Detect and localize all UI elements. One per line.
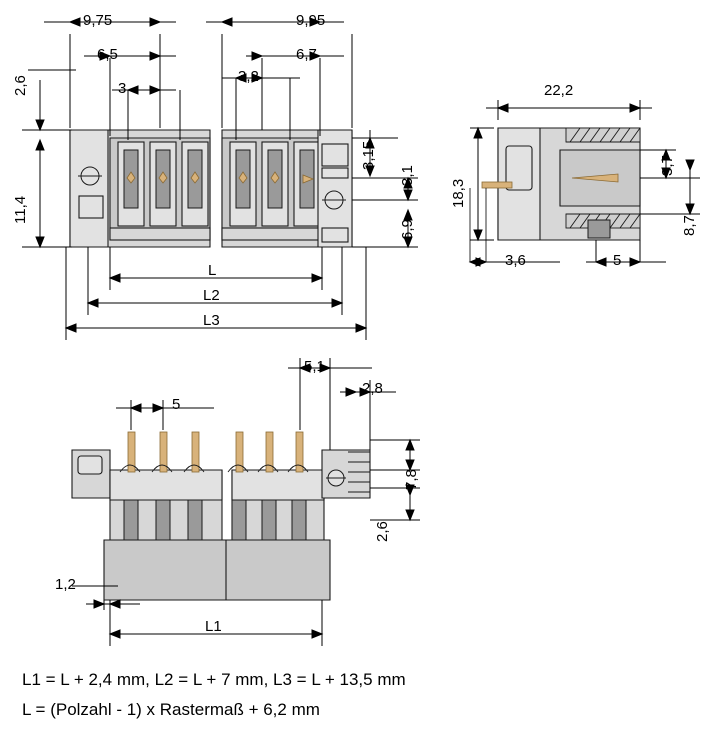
dim-L2: L2 [203,287,220,304]
dim-3-2: 3,2 [238,68,259,85]
dim-5-pitch: 5 [172,396,181,413]
dim-6-9: 6,9 [399,219,416,240]
dim-3-7: 3,7 [659,155,676,176]
dim-3-15: 3,15 [360,140,377,170]
dim-L3: L3 [203,312,220,329]
dim-1-2: 1,2 [55,576,76,593]
dim-18-3: 18,3 [450,178,467,208]
dim-9-95: 9,95 [296,12,326,29]
side-view [470,128,640,262]
dim-3: 3 [118,80,127,97]
top-view-left-half [70,130,210,247]
dim-2-6-vertical: 2,6 [12,75,29,96]
front-view [72,432,370,600]
dim-2-6-front: 2,6 [374,521,391,542]
dim-3-1: 3,1 [399,165,416,186]
top-view-right-half [222,130,352,247]
dim-7-8: 7,8 [403,469,420,490]
dim-3-6: 3,6 [505,252,526,269]
dim-6-7: 6,7 [296,46,317,63]
dim-2-8: 2,8 [362,380,383,397]
dim-11-4: 11,4 [12,195,29,224]
dim-9-75: 9,75 [83,12,113,29]
dim-5-side: 5 [613,252,622,269]
dim-L: L [208,262,217,279]
dim-5-1: 5,1 [304,358,325,375]
formula-note-line1: L1 = L + 2,4 mm, L2 = L + 7 mm, L3 = L + 13,5 mm [22,670,406,689]
dim-8-7: 8,7 [681,215,698,236]
dim-22-2: 22,2 [544,82,574,99]
formula-note-line2: L = (Polzahl - 1) x Rastermaß + 6,2 mm [22,700,320,719]
dim-L1: L1 [205,618,222,635]
dim-6-5: 6,5 [97,46,118,63]
